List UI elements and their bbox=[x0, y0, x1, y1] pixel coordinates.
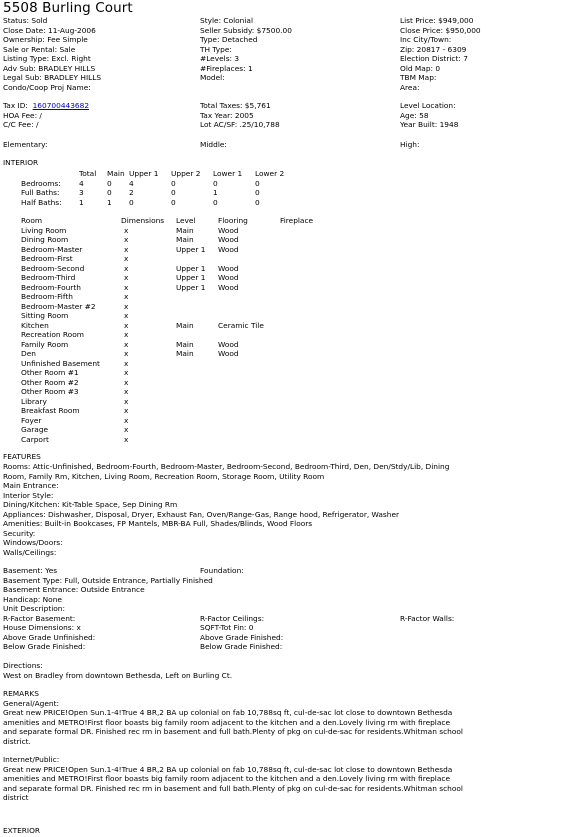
room-name: Recreation Room bbox=[21, 330, 84, 339]
cell: 0 bbox=[129, 197, 134, 207]
summary-field-middle bbox=[200, 64, 253, 74]
cell: 0 bbox=[255, 197, 260, 207]
room-name: Other Room #3 bbox=[21, 387, 79, 396]
summary-field-right bbox=[400, 83, 420, 93]
room-name: Den bbox=[21, 349, 36, 358]
table-row bbox=[21, 226, 330, 236]
cell bbox=[176, 425, 218, 435]
below-grade-finished-right: Below Grade Finished: bbox=[200, 642, 283, 651]
field-value: Sale bbox=[59, 44, 76, 54]
cell: Upper 1 bbox=[176, 282, 206, 292]
remark-line: Great new PRICE!Open Sun.1-4!True 4 BR,2 BA up colonial on fab 10,788sq ft, cul-de-sac lot close to downtown Bethesda bbox=[3, 708, 453, 717]
cell: x bbox=[124, 358, 129, 368]
summary-field-right bbox=[400, 16, 473, 26]
remarks-heading: REMARKS bbox=[3, 689, 39, 698]
table-row bbox=[21, 311, 330, 321]
cell: x bbox=[124, 263, 129, 273]
cell: Upper 1 bbox=[176, 244, 206, 254]
table-row bbox=[21, 254, 330, 264]
room-name: Sitting Room bbox=[21, 311, 69, 320]
room-name: Breakfast Room bbox=[21, 406, 80, 415]
cell: 1 bbox=[107, 197, 112, 207]
cell: 0 bbox=[213, 178, 218, 188]
cell bbox=[218, 425, 280, 435]
room-name: Other Room #2 bbox=[21, 377, 79, 387]
cell bbox=[176, 387, 218, 397]
field-label: Style: bbox=[200, 16, 222, 25]
table-row bbox=[21, 359, 330, 369]
basement-type: Basement Type: Full, Outside Entrance, Partially Finished bbox=[3, 575, 213, 585]
cell: 1 bbox=[213, 188, 218, 197]
table-row bbox=[21, 245, 330, 255]
field-label: Zip: bbox=[400, 44, 415, 54]
cell: x bbox=[124, 282, 129, 292]
table-row bbox=[21, 179, 297, 189]
field-value: 0 bbox=[435, 63, 441, 73]
room-name: Kitchen bbox=[21, 320, 49, 330]
field-label: Condo/Coop Proj Name: bbox=[3, 82, 91, 92]
summary-field-left bbox=[3, 45, 75, 55]
field-value: Colonial bbox=[223, 16, 253, 25]
cell: x bbox=[124, 244, 129, 254]
field-value: Sold bbox=[31, 16, 48, 25]
room-name: Bedroom-Third bbox=[21, 273, 76, 282]
cell: x bbox=[124, 377, 129, 387]
column-header: Upper 2 bbox=[171, 169, 201, 178]
summary-field-middle bbox=[200, 73, 225, 83]
cell bbox=[176, 378, 218, 388]
table-row bbox=[21, 264, 330, 274]
room-name: Other Room #1 bbox=[21, 368, 79, 377]
feature-line: Amenities: Built-in Bookcases, FP Mantels, MBR-BA Full, Shades/Blinds, Wood Floors bbox=[3, 519, 313, 528]
rfactor-basement: R-Factor Basement: bbox=[3, 613, 76, 623]
summary-field-right bbox=[400, 45, 466, 55]
cell: Main bbox=[176, 320, 194, 330]
cell: x bbox=[124, 225, 129, 235]
exterior-heading: EXTERIOR bbox=[3, 826, 41, 835]
cell: x bbox=[124, 339, 129, 349]
field-label: #Fireplaces: bbox=[200, 63, 246, 73]
summary-field-left bbox=[3, 35, 88, 45]
cell: Wood bbox=[218, 225, 239, 235]
cell bbox=[218, 368, 280, 378]
field-label: TH Type: bbox=[200, 44, 232, 54]
cell: x bbox=[124, 387, 129, 396]
cell bbox=[280, 397, 330, 407]
field-label: List Price: bbox=[400, 16, 436, 25]
field-value: 3 bbox=[234, 54, 240, 63]
table-row bbox=[21, 397, 330, 407]
field-label: Legal Sub: bbox=[3, 73, 42, 82]
field-label: Status: bbox=[3, 16, 30, 25]
room-name: Bedroom-Fourth bbox=[21, 282, 81, 292]
cell: x bbox=[124, 434, 129, 444]
cell: 0 bbox=[171, 178, 176, 188]
tax-id-label: Tax ID: bbox=[3, 101, 28, 110]
table-row bbox=[21, 321, 330, 331]
room-name: Carport bbox=[21, 434, 49, 444]
cell bbox=[176, 292, 218, 302]
cell: Wood bbox=[218, 282, 239, 292]
field-label: Adv Sub: bbox=[3, 63, 36, 73]
row-label: Full Baths: bbox=[21, 188, 60, 197]
table-row bbox=[21, 273, 330, 283]
cell bbox=[280, 283, 330, 293]
field-value: 1 bbox=[247, 63, 253, 73]
column-header: Level bbox=[176, 216, 196, 225]
field-value: Excl. Right bbox=[51, 54, 91, 63]
internet-remarks-label: Internet/Public: bbox=[3, 755, 60, 764]
room-table bbox=[21, 216, 330, 444]
cell: x bbox=[124, 254, 129, 263]
cell bbox=[280, 321, 330, 331]
cell: x bbox=[124, 349, 129, 358]
foundation: Foundation: bbox=[200, 566, 244, 575]
cell: Main bbox=[176, 235, 194, 244]
field-label: Listing Type: bbox=[3, 54, 50, 63]
table-header-row bbox=[21, 216, 330, 226]
cell bbox=[218, 378, 280, 388]
cell: Wood bbox=[218, 235, 239, 244]
cell: 4 bbox=[129, 178, 134, 188]
above-grade-finished: Above Grade Finished: bbox=[200, 632, 284, 642]
remark-line: district. bbox=[3, 736, 31, 746]
cell: x bbox=[124, 235, 129, 244]
field-label: #Levels: bbox=[200, 54, 233, 63]
field-label: Model: bbox=[200, 73, 225, 82]
feature-line: Walls/Ceilings: bbox=[3, 547, 57, 557]
cell bbox=[280, 387, 330, 397]
table-row bbox=[21, 416, 330, 426]
cell: 2 bbox=[129, 188, 134, 197]
cell: 0 bbox=[213, 197, 218, 207]
summary-field-left bbox=[3, 64, 95, 74]
cell bbox=[280, 349, 330, 359]
cell: 3 bbox=[79, 188, 84, 197]
cell: Main bbox=[176, 349, 194, 358]
column-header: Fireplace bbox=[280, 216, 314, 225]
cc-fee: C/C Fee: / bbox=[3, 120, 39, 129]
row-label: Bedrooms: bbox=[21, 178, 61, 188]
room-name: Bedroom-Master bbox=[21, 244, 83, 254]
cell: Wood bbox=[218, 349, 239, 358]
lot-size: Lot AC/SF: .25/10,788 bbox=[200, 120, 280, 129]
cell bbox=[218, 330, 280, 340]
summary-field-middle bbox=[200, 16, 253, 26]
below-grade-finished-left: Below Grade Finished: bbox=[3, 642, 86, 651]
summary-field-right bbox=[400, 73, 436, 83]
cell bbox=[176, 359, 218, 369]
cell: Wood bbox=[218, 244, 239, 254]
rfactor-walls: R-Factor Walls: bbox=[400, 613, 455, 623]
cell bbox=[176, 311, 218, 321]
cell: 0 bbox=[107, 188, 112, 197]
table-row bbox=[21, 235, 330, 245]
field-value: 20817 - 6309 bbox=[416, 44, 467, 54]
room-name: Library bbox=[21, 396, 47, 406]
feature-line: Room, Family Rm, Kitchen, Living Room, Recreation Room, Storage Room, Utility Room bbox=[3, 471, 325, 481]
summary-field-left bbox=[3, 73, 101, 83]
table-row bbox=[21, 283, 330, 293]
remark-line: district bbox=[3, 793, 29, 802]
cell bbox=[280, 311, 330, 321]
cell: 1 bbox=[79, 197, 84, 207]
cell bbox=[280, 359, 330, 369]
page-title: 5508 Burling Court bbox=[3, 0, 133, 16]
cell bbox=[176, 254, 218, 264]
general-remarks-label: General/Agent: bbox=[3, 698, 59, 708]
tax-year: Tax Year: 2005 bbox=[200, 110, 254, 120]
tax-id-link[interactable]: 160700443682 bbox=[32, 101, 90, 110]
cell bbox=[280, 264, 330, 274]
column-header: Total bbox=[79, 169, 97, 178]
cell bbox=[280, 425, 330, 435]
field-label: Close Date: bbox=[3, 25, 46, 35]
table-row bbox=[21, 330, 330, 340]
middle-school: Middle: bbox=[200, 140, 227, 149]
room-name: Living Room bbox=[21, 225, 67, 235]
column-header bbox=[21, 169, 79, 179]
cell bbox=[218, 311, 280, 321]
room-name: Bedroom-Fifth bbox=[21, 292, 73, 301]
summary-field-right bbox=[400, 64, 440, 74]
cell bbox=[218, 292, 280, 302]
column-header: Upper 1 bbox=[129, 169, 159, 178]
room-name: Family Room bbox=[21, 339, 69, 349]
table-row bbox=[21, 406, 330, 416]
cell: 0 bbox=[255, 188, 260, 197]
cell bbox=[218, 254, 280, 264]
cell: x bbox=[124, 320, 129, 330]
basement: Basement: Yes bbox=[3, 566, 58, 575]
year-built: Year Built: 1948 bbox=[400, 120, 459, 129]
table-row bbox=[21, 368, 330, 378]
room-name: Garage bbox=[21, 425, 49, 434]
feature-line: Dining/Kitchen: Kit-Table Space, Sep Dining Rm bbox=[3, 500, 178, 509]
tax-id-row bbox=[3, 101, 89, 111]
cell bbox=[176, 302, 218, 312]
cell bbox=[280, 340, 330, 350]
cell: x bbox=[124, 311, 129, 320]
cell: x bbox=[124, 292, 129, 301]
cell bbox=[218, 435, 280, 445]
field-value: $949,000 bbox=[438, 16, 474, 25]
high-school: High: bbox=[400, 140, 420, 149]
field-value: $950,000 bbox=[445, 25, 481, 35]
sqft-total-finished: SQFT-Tot Fin: 0 bbox=[200, 623, 254, 632]
elementary-school: Elementary: bbox=[3, 140, 48, 149]
interior-heading: INTERIOR bbox=[3, 158, 39, 167]
table-row bbox=[21, 340, 330, 350]
summary-field-middle bbox=[200, 45, 232, 55]
basement-entrance: Basement Entrance: Outside Entrance bbox=[3, 585, 145, 594]
cell bbox=[280, 302, 330, 312]
column-header: Room bbox=[21, 216, 43, 225]
table-header-row bbox=[21, 169, 297, 179]
cell: 0 bbox=[171, 188, 176, 197]
cell bbox=[176, 406, 218, 416]
directions-text: West on Bradley from downtown Bethesda, Left on Burling Ct. bbox=[3, 670, 233, 680]
house-dimensions: House Dimensions: x bbox=[3, 623, 81, 632]
cell: Ceramic Tile bbox=[218, 320, 264, 330]
column-header: Lower 2 bbox=[255, 169, 285, 178]
column-header: Dimensions bbox=[121, 216, 165, 225]
cell bbox=[280, 273, 330, 283]
field-value: Fee Simple bbox=[47, 35, 88, 44]
cell: Wood bbox=[218, 273, 239, 282]
cell bbox=[280, 254, 330, 264]
cell: Wood bbox=[218, 339, 239, 349]
cell: x bbox=[124, 368, 129, 377]
column-header: Main bbox=[107, 169, 125, 178]
cell: x bbox=[124, 273, 129, 282]
field-label: Ownership: bbox=[3, 35, 45, 44]
summary-field-middle bbox=[200, 35, 257, 45]
cell bbox=[280, 245, 330, 255]
cell: Upper 1 bbox=[176, 263, 206, 273]
age: Age: 58 bbox=[400, 110, 429, 120]
feature-line: Appliances: Dishwasher, Disposal, Dryer, Exhaust Fan, Oven/Range-Gas, Range hood, Refrigerator, Washer bbox=[3, 509, 400, 519]
cell bbox=[280, 292, 330, 302]
summary-field-left bbox=[3, 26, 96, 36]
room-name: Bedroom-Master #2 bbox=[21, 301, 96, 311]
cell: x bbox=[124, 406, 129, 415]
remark-line: and separate formal DR. Finished rec rm in basement and full bath.Plenty of pkg on cul-de-sac for residents.Whitman school bbox=[3, 727, 463, 736]
summary-field-right bbox=[400, 35, 451, 45]
feature-line: Windows/Doors: bbox=[3, 538, 63, 547]
cell: x bbox=[124, 425, 129, 434]
cell bbox=[218, 359, 280, 369]
remark-line: amenities and METRO!First floor boasts big family room adjacent to the kitchen and a den.Lovely living rm with fireplace bbox=[3, 774, 450, 783]
hoa-fee: HOA Fee: / bbox=[3, 110, 42, 120]
field-label: Area: bbox=[400, 82, 420, 92]
cell bbox=[176, 435, 218, 445]
field-value: $7500.00 bbox=[256, 25, 292, 35]
table-row bbox=[21, 378, 330, 388]
cell bbox=[280, 330, 330, 340]
field-value: BRADLEY HILLS bbox=[38, 63, 96, 73]
cell bbox=[176, 330, 218, 340]
cell: Wood bbox=[218, 263, 239, 273]
field-label: Type: bbox=[200, 35, 220, 44]
summary-field-middle bbox=[200, 26, 292, 36]
cell bbox=[218, 387, 280, 397]
cell: 4 bbox=[79, 178, 84, 188]
feature-line: Rooms: Attic-Unfinished, Bedroom-Fourth, Bedroom-Master, Bedroom-Second, Bedroom-Third, Den, Den/Stdy/Lib, Dining bbox=[3, 462, 450, 471]
table-row bbox=[21, 302, 330, 312]
unit-description: Unit Description: bbox=[3, 604, 65, 613]
field-label: Old Map: bbox=[400, 63, 433, 73]
cell bbox=[218, 406, 280, 416]
cell bbox=[280, 406, 330, 416]
summary-field-left bbox=[3, 54, 91, 64]
remark-line: amenities and METRO!First floor boasts big family room adjacent to the kitchen and a den.Lovely living rm with fireplace bbox=[3, 717, 450, 727]
summary-field-right bbox=[400, 54, 468, 64]
room-name: Unfinished Basement bbox=[21, 358, 100, 368]
cell bbox=[176, 368, 218, 378]
table-row bbox=[21, 425, 330, 435]
cell: 0 bbox=[107, 178, 112, 188]
feature-line: Interior Style: bbox=[3, 490, 54, 500]
column-header: Lower 1 bbox=[213, 169, 243, 178]
rfactor-ceilings: R-Factor Ceilings: bbox=[200, 613, 265, 623]
table-row bbox=[21, 387, 330, 397]
feature-line: Main Entrance: bbox=[3, 481, 59, 490]
cell bbox=[280, 416, 330, 426]
cell: Upper 1 bbox=[176, 273, 206, 282]
handicap: Handicap: None bbox=[3, 594, 62, 604]
cell bbox=[176, 397, 218, 407]
field-label: Inc City/Town: bbox=[400, 35, 452, 44]
features-heading: FEATURES bbox=[3, 452, 41, 461]
cell: x bbox=[124, 396, 129, 406]
remark-line: Great new PRICE!Open Sun.1-4!True 4 BR,2 BA up colonial on fab 10,788sq ft, cul-de-sac lot close to downtown Bethesda bbox=[3, 764, 453, 774]
cell bbox=[280, 378, 330, 388]
table-row bbox=[21, 292, 330, 302]
table-row bbox=[21, 435, 330, 445]
field-label: Close Price: bbox=[400, 25, 444, 35]
cell: Main bbox=[176, 225, 194, 235]
room-name: Bedroom-Second bbox=[21, 263, 85, 273]
summary-field-middle bbox=[200, 54, 239, 64]
cell bbox=[280, 435, 330, 445]
field-value: 11-Aug-2006 bbox=[48, 25, 96, 35]
above-grade-unfinished: Above Grade Unfinished: bbox=[3, 632, 96, 642]
summary-field-left bbox=[3, 83, 91, 93]
field-value: 7 bbox=[463, 54, 468, 63]
room-name: Foyer bbox=[21, 415, 42, 425]
cell: 0 bbox=[255, 178, 260, 188]
field-label: Election District: bbox=[400, 54, 461, 63]
cell bbox=[218, 416, 280, 426]
table-row bbox=[21, 349, 330, 359]
cell: 0 bbox=[171, 197, 176, 207]
cell bbox=[218, 397, 280, 407]
cell bbox=[218, 302, 280, 312]
summary-field-left bbox=[3, 16, 47, 26]
cell bbox=[280, 226, 330, 236]
cell bbox=[280, 368, 330, 378]
room-name: Bedroom-First bbox=[21, 254, 73, 263]
cell: x bbox=[124, 415, 129, 425]
directions-heading: Directions: bbox=[3, 661, 43, 670]
level-location: Level Location: bbox=[400, 101, 456, 110]
field-label: Seller Subsidy: bbox=[200, 25, 255, 35]
field-value: BRADLEY HILLS bbox=[44, 73, 102, 82]
cell: x bbox=[124, 330, 129, 339]
field-label: TBM Map: bbox=[400, 73, 437, 82]
row-label: Half Baths: bbox=[21, 197, 62, 207]
feature-line: Security: bbox=[3, 528, 36, 538]
field-value: Detached bbox=[221, 35, 258, 44]
column-header: Flooring bbox=[218, 216, 248, 225]
cell bbox=[176, 416, 218, 426]
summary-field-right bbox=[400, 26, 481, 36]
cell bbox=[280, 235, 330, 245]
total-taxes: Total Taxes: $5,761 bbox=[200, 101, 271, 110]
remark-line: and separate formal DR. Finished rec rm in basement and full bath.Plenty of pkg on cul-de-sac for residents.Whitman school bbox=[3, 783, 463, 793]
cell: x bbox=[124, 301, 129, 311]
field-label: Sale or Rental: bbox=[3, 44, 58, 54]
room-name: Dining Room bbox=[21, 235, 69, 244]
table-row bbox=[21, 188, 297, 198]
cell: Main bbox=[176, 339, 194, 349]
table-row bbox=[21, 198, 297, 208]
bedroom-bath-table bbox=[21, 169, 297, 207]
